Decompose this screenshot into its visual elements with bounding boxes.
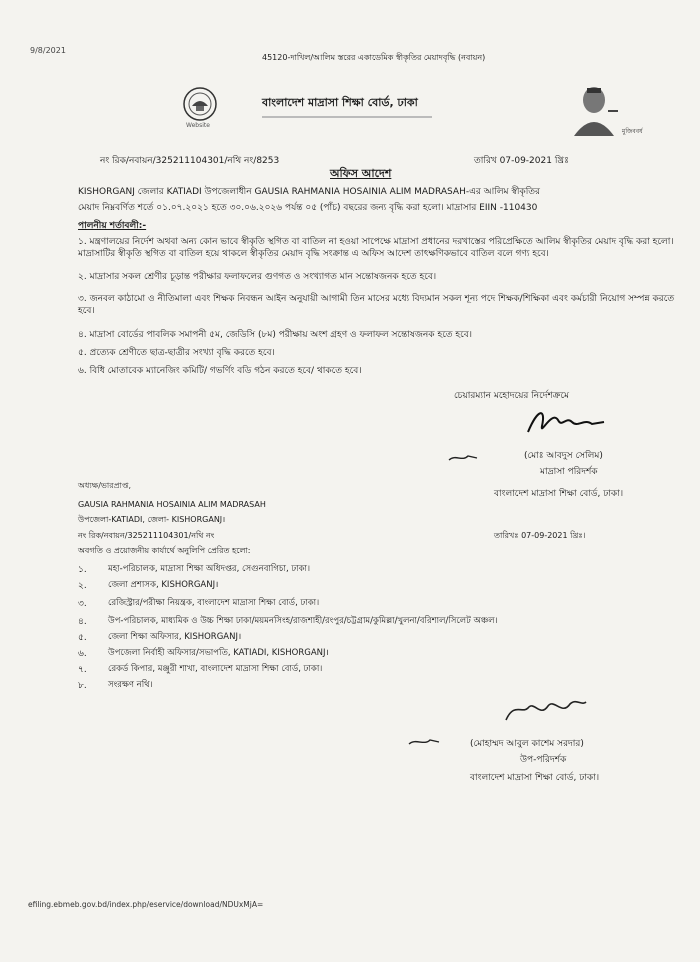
distribution-number: ৫.	[78, 633, 87, 643]
distribution-item: সংরক্ষণ নথি।	[108, 680, 153, 690]
signatory-2-name: (মোহাম্মদ আবুল কাশেম সরদার)	[470, 739, 584, 749]
memo-ref-number: নং রিক/নবায়ন/325211104301/নথি নং/8253	[100, 156, 280, 166]
recipient-salutation: অধ্যক্ষ/ভারপ্রাপ্ত,	[78, 481, 131, 490]
intro-line-1: KISHORGANJ জেলার KATIADI উপজেলাধীন GAUSIA RAHMANIA HOSAINIA ALIM MADRASAH-এর আলিম স্বীকৃতির	[78, 187, 541, 197]
distribution-number: ৭.	[78, 665, 87, 675]
signatory-1-designation: মাদ্রাসা পরিদর্শক	[540, 467, 598, 477]
print-date: 9/8/2021	[30, 46, 66, 55]
distribution-item: উপ-পরিচালক, মাধ্যমিক ও উচ্চ শিক্ষা ঢাকা/ময়মনসিংহ/রাজশাহী/রংপুর/চট্টগ্রাম/কুমিল্লা/খুলনা/বরিশাল/সিলেট অঞ্চল।	[108, 616, 498, 626]
condition-item-2: ২. মাদ্রাসার সকল শ্রেণীর চূড়ান্ত পরীক্ষার ফলাফলের গুণগত ও সংখ্যাগত মান সন্তোষজনক হতে হবে।	[78, 272, 437, 282]
board-contact-line	[262, 112, 462, 122]
recipient-name: GAUSIA RAHMANIA HOSAINIA ALIM MADRASAH	[78, 500, 266, 509]
distribution-item: রেজিস্ট্রার/পরীক্ষা নিয়ন্ত্রক, বাংলাদেশ মাদ্রাসা শিক্ষা বোর্ড, ঢাকা।	[108, 598, 320, 608]
signatory-2-org: বাংলাদেশ মাদ্রাসা শিক্ষা বোর্ড, ঢাকা।	[470, 773, 600, 783]
memo-date: তারিখ 07-09-2021 খ্রিঃ	[474, 156, 569, 166]
distribution-number: ২.	[78, 581, 87, 591]
distribution-item: জেলা শিক্ষা অফিসার, KISHORGANJ।	[108, 632, 242, 642]
copy-intro: অবগতি ও প্রয়োজনীয় কার্যার্থে অনুলিপি প্রেরিত হলো:	[78, 546, 251, 555]
portrait-caption: মুজিববর্ষ	[622, 128, 643, 135]
distribution-number: ৩.	[78, 599, 87, 609]
signature-1-image	[520, 402, 610, 442]
board-name-heading: বাংলাদেশ মাদ্রাসা শিক্ষা বোর্ড, ঢাকা	[262, 96, 418, 109]
footer-url: efiling.ebmeb.gov.bd/index.php/eservice/download/NDUxMjA=	[28, 900, 264, 909]
signature-2-image	[500, 694, 590, 726]
top-subject-line: 45120-দাখিল/আলিম স্তরের একাডেমিক স্বীকৃতির মেয়াদবৃদ্ধি (নবায়ন)	[262, 53, 486, 62]
distribution-number: ৪.	[78, 617, 87, 627]
recipient-upazila: উপজেলা-KATIADI, জেলা- KISHORGANJ।	[78, 515, 226, 524]
website-label: Website	[186, 122, 210, 129]
chairman-order-line: চেয়ারম্যান মহোদয়ের নির্দেশক্রমে	[454, 391, 569, 401]
initial-scribble-2	[408, 732, 440, 742]
distribution-number: ৬.	[78, 649, 87, 659]
intro-line-2: মেয়াদ নিম্নবর্ণিত শর্তে ০১.০৭.২০২১ হতে ৩০.০৬.২০২৬ পর্যন্ত ০৫ (পাঁচ) বছরের জন্য বৃদ্ধি করা হলো। মাদ্রাসার EIIN -110430	[78, 203, 538, 213]
distribution-item: রেকর্ড কিপার, মঞ্জুরী শাখা, বাংলাদেশ মাদ্রাসা শিক্ষা বোর্ড, ঢাকা।	[108, 664, 323, 674]
condition-item-1: ১. মন্ত্রণালয়ের নির্দেশ অথবা অন্য কোন ভাবে স্বীকৃতি স্থগিত বা বাতিল না হওয়া সাপেক্ষে মাদ্রাসা প্রধানের দরখাস্তের পরিপ্রেক্ষিতে আলিম স্বীকৃতির মেয়াদ বৃদ্ধি করা হলো। মাদ্রাসাটির স্বীকৃতি স্থগিত বা বাতিল হয়ে থাকলে স্বীকৃতির মেয়াদ বৃদ্ধি সংক্রান্ত এ অফিস আদেশ তাৎক্ষণিকভাবে বাতিল বলে গণ্য হবে।	[78, 237, 674, 259]
conditions-heading: পালনীয় শর্তাবলী:-	[78, 221, 147, 231]
office-order-title: অফিস আদেশ	[330, 167, 392, 180]
distribution-item: জেলা প্রশাসক, KISHORGANJ।	[108, 580, 219, 590]
copy-date: তারিখঃ 07-09-2021 খ্রিঃ।	[494, 531, 586, 540]
distribution-number: ১.	[78, 565, 87, 575]
condition-item-4: ৪. মাদ্রাসা বোর্ডের পাবলিক সমাপনী ৫ম, জেডিসি (৮ম) পরীক্ষায় অংশ গ্রহণ ও ফলাফল সন্তোষজনক হতে হবে।	[78, 330, 472, 340]
distribution-item: মহা-পরিচালক, মাদ্রাসা শিক্ষা অধিদপ্তর, সেগুনবাগিচা, ঢাকা।	[108, 564, 311, 574]
distribution-item: উপজেলা নির্বাহী অফিসার/সভাপতি, KATIADI, KISHORGANJ।	[108, 648, 329, 658]
copy-ref-number: নং রিক/নবায়ন/325211104301/নথি নং	[78, 531, 215, 540]
distribution-number: ৮.	[78, 681, 87, 691]
board-logo-icon	[182, 86, 218, 122]
condition-item-3: ৩. জনবল কাঠামো ও নীতিমালা এবং শিক্ষক নিবন্ধন আইন অনুযায়ী আগামী তিন মাসের মধ্যে বিদ্যমান সকল শূন্য পদে শিক্ষক/শিক্ষিকা এবং কর্মচারী নিয়োগ সম্পন্ন করতে হবে।	[78, 294, 675, 316]
signatory-1-name: (মোঃ আবদুস সেলিম)	[524, 451, 603, 461]
condition-item-5: ৫. প্রত্যেক শ্রেণীতে ছাত্র-ছাত্রীর সংখ্যা বৃদ্ধি করতে হবে।	[78, 348, 275, 358]
portrait-image	[568, 80, 620, 136]
condition-item-6: ৬. বিধি মোতাবেক ম্যানেজিং কমিটি/ গভর্ণিং বডি গঠন করতে হবে/ থাকতে হবে।	[78, 366, 362, 376]
signatory-1-org: বাংলাদেশ মাদ্রাসা শিক্ষা বোর্ড, ঢাকা।	[494, 489, 624, 499]
initial-scribble-1	[448, 448, 478, 458]
signatory-2-designation: উপ-পরিদর্শক	[520, 755, 567, 765]
